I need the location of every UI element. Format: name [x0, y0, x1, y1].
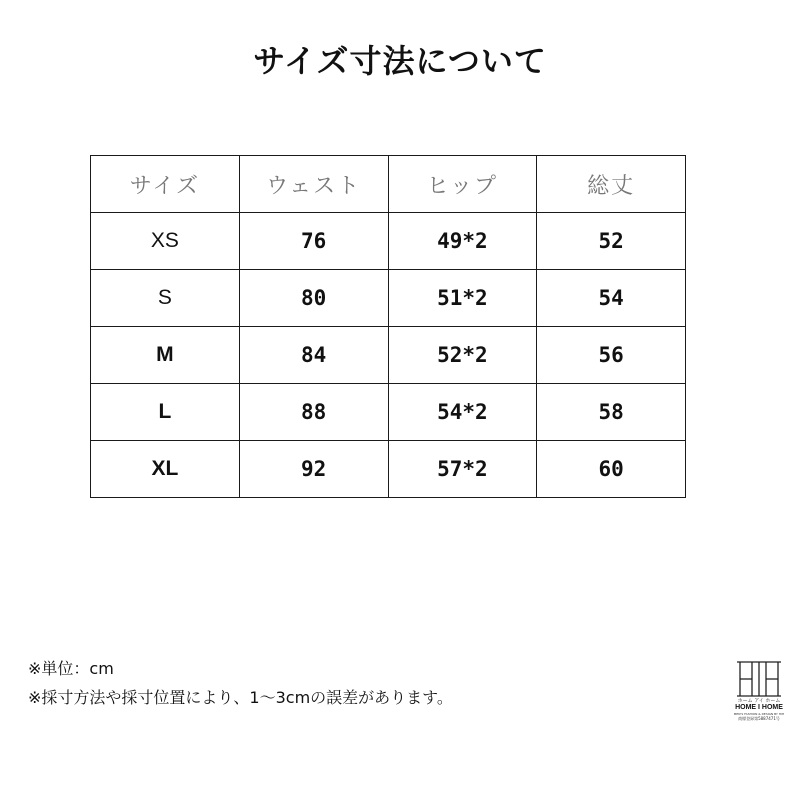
length-cell: 60 — [537, 441, 686, 498]
logo-tagline: MEN'S FASHION & DESIGN BY HIH — [733, 712, 785, 716]
brand-logo — [732, 660, 786, 734]
table-row — [91, 327, 686, 384]
notes — [28, 654, 453, 712]
table-row — [91, 270, 686, 327]
length-cell: 56 — [537, 327, 686, 384]
hih-monogram-icon — [736, 660, 782, 698]
table-row — [91, 441, 686, 498]
length-cell: 52 — [537, 213, 686, 270]
logo-name: HOME I HOME — [735, 704, 783, 711]
table-row — [91, 213, 686, 270]
column-header-hip: ヒップ — [388, 156, 537, 213]
size-table — [90, 155, 686, 498]
hip-cell: 51*2 — [388, 270, 537, 327]
size-cell: S — [91, 270, 240, 327]
waist-cell: 84 — [239, 327, 388, 384]
size-cell: XL — [91, 441, 240, 498]
hip-cell: 57*2 — [388, 441, 537, 498]
logo-kana: ホーム アイ ホーム — [737, 698, 781, 704]
table-row — [91, 384, 686, 441]
column-header-size: サイズ — [91, 156, 240, 213]
hip-cell: 52*2 — [388, 327, 537, 384]
size-cell: M — [91, 327, 240, 384]
hip-cell: 54*2 — [388, 384, 537, 441]
page-title: サイズ寸法について — [253, 42, 547, 80]
tolerance-note: ※採寸方法や採寸位置により、1～3cmの誤差があります。 — [28, 688, 453, 707]
size-cell: XS — [91, 213, 240, 270]
hip-cell: 49*2 — [388, 213, 537, 270]
waist-cell: 76 — [239, 213, 388, 270]
column-header-waist: ウェスト — [239, 156, 388, 213]
length-cell: 54 — [537, 270, 686, 327]
length-cell: 58 — [537, 384, 686, 441]
waist-cell: 92 — [239, 441, 388, 498]
size-cell: L — [91, 384, 240, 441]
waist-cell: 80 — [239, 270, 388, 327]
logo-registration: 商標登録第5887471号 — [738, 716, 780, 721]
table-header-row — [91, 156, 686, 213]
unit-note: ※単位：cm — [28, 659, 114, 678]
waist-cell: 88 — [239, 384, 388, 441]
column-header-length: 総丈 — [537, 156, 686, 213]
